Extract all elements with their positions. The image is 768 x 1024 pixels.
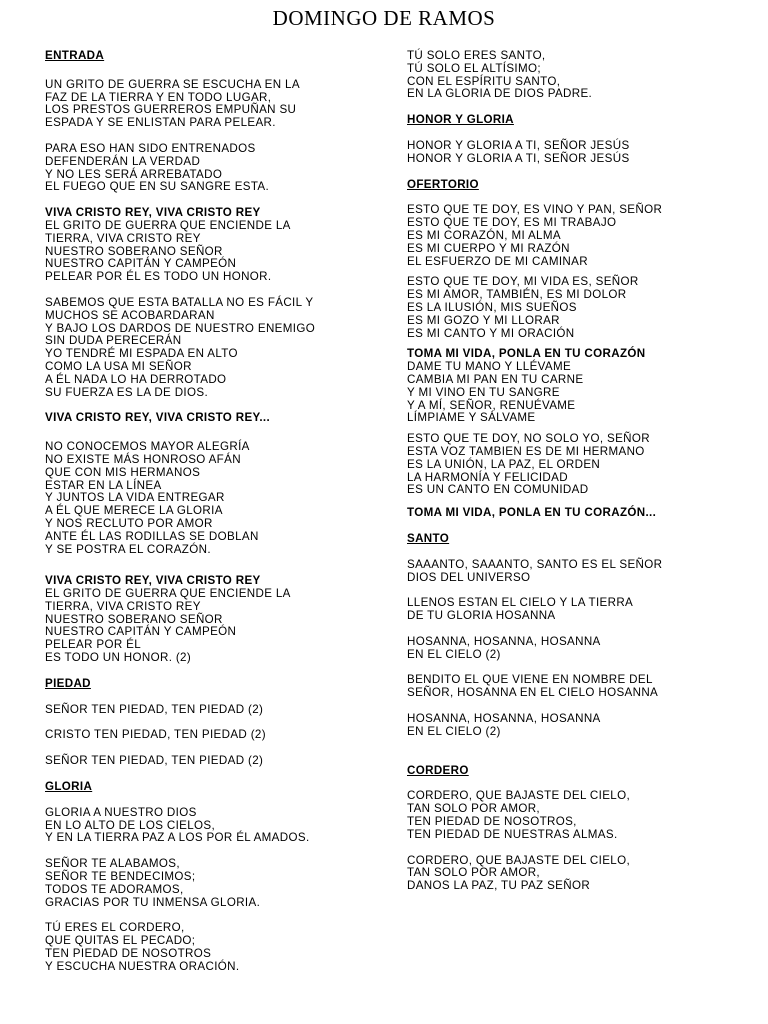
- lyric-line: SU FUERZA ES LA DE DIOS.: [45, 385, 209, 399]
- lyric-line: HOSANNA, HOSANNA, HOSANNA: [407, 712, 601, 726]
- section-heading: [45, 678, 375, 691]
- lyric-line: TEN PIEDAD DE NOSOTROS: [45, 947, 212, 961]
- lyric-line: Y EN LA TIERRA PAZ A LOS POR ÉL AMADOS.: [45, 831, 310, 845]
- lyric-line: GLORIA A NUESTRO DIOS: [45, 805, 197, 819]
- lyric-line: A ÉL QUE MERECE LA GLORIA: [45, 504, 223, 518]
- lyric-stanza: [45, 143, 375, 194]
- lyric-line: Y ESCUCHA NUESTRA ORACIÓN.: [45, 959, 240, 973]
- lyric-line: UN GRITO DE GUERRA SE ESCUCHA EN LA: [45, 77, 300, 91]
- lyric-line: ESTA VOZ TAMBIEN ES DE MI HERMANO: [407, 444, 645, 458]
- lyric-line: A ÉL NADA LO HA DERROTADO: [45, 372, 227, 386]
- section-heading-text: GLORIA: [45, 780, 93, 794]
- lyric-line: SEÑOR, HOSANNA EN EL CIELO HOSANNA: [407, 686, 659, 700]
- section-heading-text: ENTRADA: [45, 49, 105, 62]
- lyric-line: SAAANTO, SAAANTO, SANTO ES EL SEÑOR: [407, 557, 663, 571]
- section-heading: [45, 50, 375, 63]
- lyric-line: Y NO LES SERÁ ARREBATADO: [45, 167, 223, 181]
- lyric-line: DE TU GLORIA HOSANNA: [407, 609, 556, 623]
- lyric-stanza: [407, 276, 737, 340]
- lyric-line: TEN PIEDAD DE NOSOTROS,: [407, 815, 577, 829]
- lyric-line: NUESTRO SOBERANO SEÑOR: [45, 244, 223, 258]
- chorus-text: VIVA CRISTO REY, VIVA CRISTO REY...: [45, 411, 271, 425]
- lyric-line: EN EL CIELO (2): [407, 724, 501, 738]
- lyric-line: ANTE ÉL LAS RODILLAS SE DOBLAN: [45, 529, 259, 543]
- chorus-text: TOMA MI VIDA, PONLA EN TU CORAZÓN: [407, 347, 646, 361]
- chorus-text: VIVA CRISTO REY, VIVA CRISTO REY: [45, 574, 261, 588]
- section-heading-text: OFERTORIO: [407, 177, 479, 191]
- lyric-line: EN LA GLORIA DE DIOS PADRE.: [407, 87, 593, 101]
- section-heading-text: CORDERO: [407, 763, 469, 777]
- lyric-line: DIOS DEL UNIVERSO: [407, 570, 531, 584]
- lyric-line: NUESTRO CAPITÁN Y CAMPEÓN: [45, 625, 237, 639]
- lyric-line: QUE CON MIS HERMANOS: [45, 465, 201, 479]
- lyric-line: NO EXISTE MÁS HONROSO AFÁN: [45, 452, 241, 466]
- lyric-stanza: [45, 575, 375, 665]
- lyric-line: LOS PRESTOS GUERREROS EMPUÑAN SU: [45, 103, 297, 117]
- lyric-line: HOSANNA, HOSANNA, HOSANNA: [407, 634, 601, 648]
- lyric-line: DAME TU MANO Y LLÉVAME: [407, 360, 572, 374]
- lyric-stanza: [45, 79, 375, 130]
- lyric-line: SABEMOS QUE ESTA BATALLA NO ES FÁCIL Y: [45, 295, 314, 309]
- lyric-line: SEÑOR TE BENDECIMOS;: [45, 870, 196, 884]
- lyric-line: MUCHOS SE ACOBARDARAN: [45, 308, 215, 322]
- lyric-stanza: [45, 207, 375, 284]
- lyric-line: EL FUEGO QUE EN SU SANGRE ESTA.: [45, 180, 270, 194]
- lyric-line: ESTO QUE TE DOY, ES MI TRABAJO: [407, 216, 617, 230]
- lyric-line: ES MI GOZO Y MI LLORAR: [407, 313, 560, 327]
- section-heading: [407, 114, 737, 127]
- lyric-stanza: [407, 597, 737, 623]
- section-heading: [407, 179, 737, 192]
- lyric-line: TIERRA, VIVA CRISTO REY: [45, 599, 201, 613]
- lyric-stanza: [45, 922, 375, 973]
- lyric-line: EL GRITO DE GUERRA QUE ENCIENDE LA: [45, 218, 291, 232]
- lyric-line: Y SE POSTRA EL CORAZÓN.: [45, 542, 211, 556]
- lyric-stanza: [407, 50, 737, 101]
- chorus-text: TOMA MI VIDA, PONLA EN TU CORAZÓN...: [407, 506, 657, 520]
- section-heading: [407, 533, 737, 546]
- lyric-line: ESPADA Y SE ENLISTAN PARA PELEAR.: [45, 116, 276, 130]
- lyric-line: ES MI CANTO Y MI ORACIÓN: [407, 326, 575, 340]
- lyric-line: ES TODO UN HONOR. (2): [45, 651, 192, 665]
- lyric-line: QUE QUITAS EL PECADO;: [45, 934, 196, 948]
- lyric-line: ES LA ILUSIÓN, MIS SUEÑOS: [407, 300, 577, 314]
- lyric-line: HONOR Y GLORIA A TI, SEÑOR JESÚS: [407, 138, 630, 152]
- lyric-line: CRISTO TEN PIEDAD, TEN PIEDAD (2): [45, 728, 266, 742]
- lyric-line: NUESTRO SOBERANO SEÑOR: [45, 612, 223, 626]
- lyric-line: TÚ ERES EL CORDERO,: [45, 921, 185, 935]
- lyric-stanza: [407, 348, 737, 425]
- lyric-line: ESTO QUE TE DOY, NO SOLO YO, SEÑOR: [407, 432, 650, 446]
- lyric-line: CON EL ESPÍRITU SANTO,: [407, 74, 561, 88]
- lyric-line: ES MI AMOR, TAMBIÉN, ES MI DOLOR: [407, 288, 627, 302]
- chorus-text: VIVA CRISTO REY, VIVA CRISTO REY: [45, 206, 261, 220]
- lyric-line: EN LO ALTO DE LOS CIELOS,: [45, 818, 216, 832]
- lyric-line: COMO LA USA MI SEÑOR: [45, 359, 192, 373]
- lyric-stanza: [407, 855, 737, 893]
- lyric-line: TÚ SOLO ERES SANTO,: [407, 49, 546, 62]
- lyric-stanza: [407, 559, 737, 585]
- lyric-line: PARA ESO HAN SIDO ENTRENADOS: [45, 141, 256, 155]
- lyric-line: ESTAR EN LA LÍNEA: [45, 478, 162, 492]
- lyric-line: CAMBIA MI PAN EN TU CARNE: [407, 372, 584, 386]
- lyric-line: Y A MÍ, SEÑOR, RENUÉVAME: [407, 398, 576, 412]
- lyric-line: SIN DUDA PERECERÁN: [45, 334, 182, 348]
- lyric-line: PELEAR POR ÉL ES TODO UN HONOR.: [45, 270, 272, 284]
- lyric-line: EL ESFUERZO DE MI CAMINAR: [407, 254, 588, 268]
- lyric-stanza: [407, 674, 737, 700]
- lyric-line: TÚ SOLO EL ALTÍSIMO;: [407, 61, 541, 75]
- chorus-line: [45, 412, 375, 425]
- lyric-line: ESTO QUE TE DOY, ES VINO Y PAN, SEÑOR: [407, 203, 663, 217]
- lyric-line: DANOS LA PAZ, TU PAZ SEÑOR: [407, 879, 591, 893]
- lyric-line: BENDITO EL QUE VIENE EN NOMBRE DEL: [407, 673, 653, 687]
- lyric-stanza: [45, 858, 375, 909]
- lyric-line: ES MI CUERPO Y MI RAZÓN: [407, 241, 570, 255]
- lyric-stanza: [45, 807, 375, 845]
- lyric-line: SEÑOR TEN PIEDAD, TEN PIEDAD (2): [45, 754, 264, 768]
- lyric-line: EL GRITO DE GUERRA QUE ENCIENDE LA: [45, 587, 291, 601]
- lyric-line: LÍMPIAME Y SÁLVAME: [407, 411, 536, 425]
- lyric-stanza: [407, 790, 737, 841]
- lyric-line: TAN SOLO POR AMOR,: [407, 866, 540, 880]
- lyric-line: DEFENDERÁN LA VERDAD: [45, 154, 201, 168]
- lyric-line: TAN SOLO POR AMOR,: [407, 802, 540, 816]
- lyric-line: Y JUNTOS LA VIDA ENTREGAR: [45, 491, 225, 505]
- lyric-stanza: [45, 755, 375, 768]
- lyric-line: Y NOS RECLUTO POR AMOR: [45, 516, 213, 530]
- lyric-line: FAZ DE LA TIERRA Y EN TODO LUGAR,: [45, 90, 272, 104]
- lyric-stanza: [45, 729, 375, 742]
- lyric-line: NUESTRO CAPITÁN Y CAMPEÓN: [45, 257, 237, 271]
- lyric-stanza: [407, 433, 737, 497]
- lyric-line: TIERRA, VIVA CRISTO REY: [45, 231, 201, 245]
- section-heading: [45, 781, 375, 794]
- lyric-line: TODOS TE ADORAMOS,: [45, 882, 184, 896]
- lyric-line: PELEAR POR ÉL: [45, 638, 142, 652]
- lyric-line: YO TENDRÉ MI ESPADA EN ALTO: [45, 347, 238, 361]
- lyric-line: LLENOS ESTAN EL CIELO Y LA TIERRA: [407, 596, 634, 610]
- lyric-line: CORDERO, QUE BAJASTE DEL CIELO,: [407, 789, 631, 803]
- lyric-line: TEN PIEDAD DE NUESTRAS ALMAS.: [407, 827, 618, 841]
- section-heading-text: SANTO: [407, 531, 450, 545]
- lyric-line: HONOR Y GLORIA A TI, SEÑOR JESÚS: [407, 151, 630, 165]
- lyric-line: Y MI VINO EN TU SANGRE: [407, 385, 560, 399]
- lyric-line: SEÑOR TE ALABAMOS,: [45, 857, 180, 871]
- lyric-line: LA HARMONÍA Y FELICIDAD: [407, 470, 568, 484]
- lyric-stanza: [45, 297, 375, 399]
- lyric-line: NO CONOCEMOS MAYOR ALEGRÍA: [45, 440, 250, 454]
- lyric-stanza: [45, 704, 375, 717]
- right-column: [407, 50, 737, 893]
- lyric-line: SEÑOR TEN PIEDAD, TEN PIEDAD (2): [45, 702, 264, 716]
- left-column: [45, 50, 375, 974]
- lyric-line: Y BAJO LOS DARDOS DE NUESTRO ENEMIGO: [45, 321, 316, 335]
- chorus-line: [407, 507, 737, 520]
- lyric-line: GRACIAS POR TU INMENSA GLORIA.: [45, 895, 261, 909]
- lyric-stanza: [407, 636, 737, 662]
- lyric-stanza: [407, 140, 737, 166]
- lyric-line: CORDERO, QUE BAJASTE DEL CIELO,: [407, 853, 631, 867]
- lyric-stanza: [45, 441, 375, 556]
- lyric-line: ESTO QUE TE DOY, MI VIDA ES, SEÑOR: [407, 275, 639, 289]
- page-title: DOMINGO DE RAMOS: [272, 6, 496, 30]
- section-heading-text: HONOR Y GLORIA: [407, 113, 514, 127]
- lyric-line: ES UN CANTO EN COMUNIDAD: [407, 483, 589, 497]
- section-heading-text: PIEDAD: [45, 676, 91, 690]
- section-heading: [407, 765, 737, 778]
- lyric-line: ES MI CORAZÓN, MI ALMA: [407, 228, 561, 242]
- lyric-line: EN EL CIELO (2): [407, 647, 501, 661]
- lyric-stanza: [407, 713, 737, 739]
- lyric-stanza: [407, 204, 737, 268]
- lyric-line: ES LA UNIÓN, LA PAZ, EL ORDEN: [407, 457, 601, 471]
